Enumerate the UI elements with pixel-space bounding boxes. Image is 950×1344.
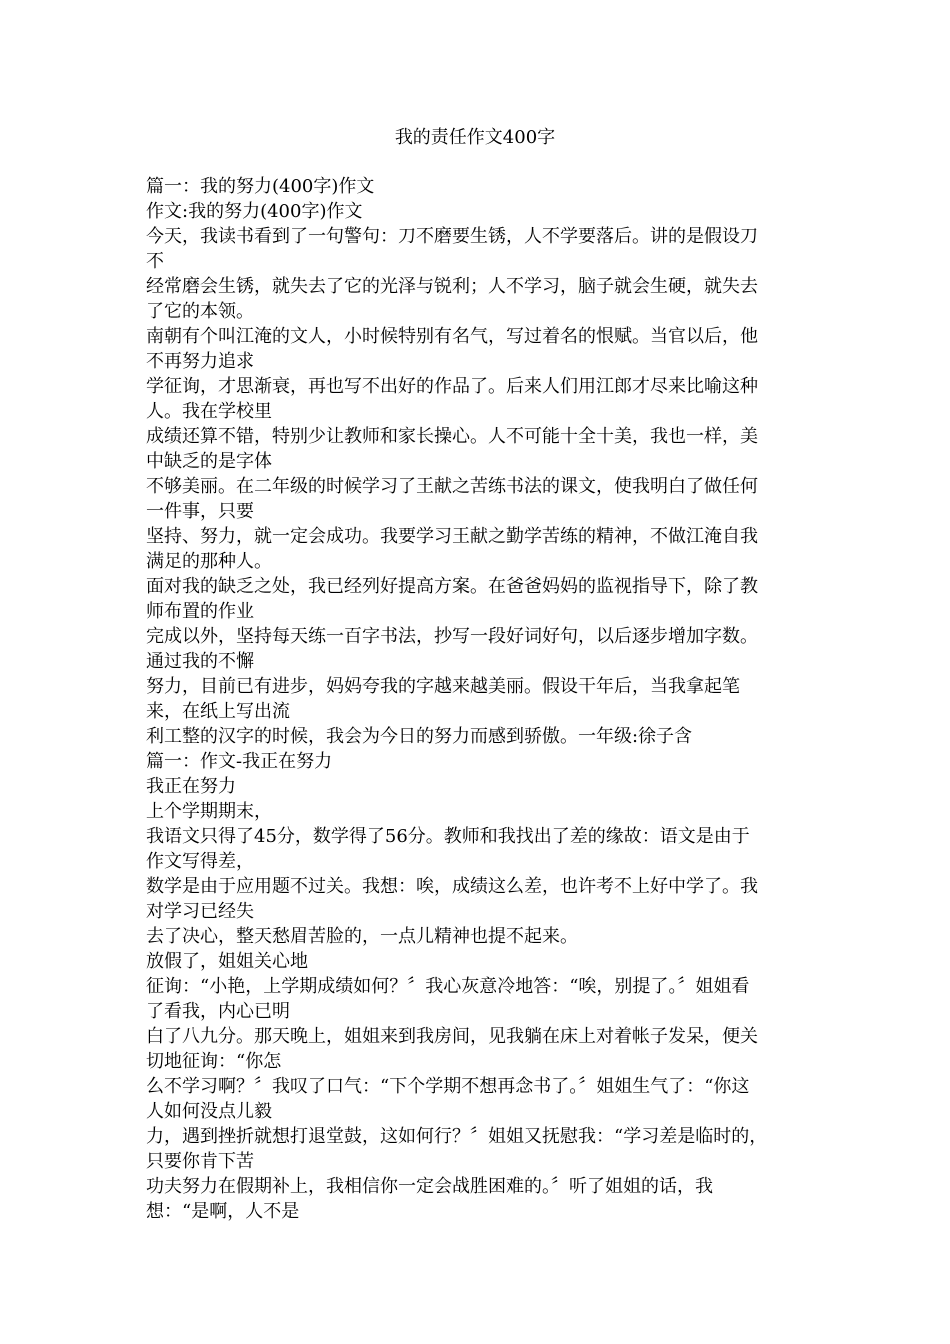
text-line: 不够美丽。在二年级的时候学习了王献之苦练书法的课文，使我明白了做任何 xyxy=(146,476,758,497)
text-line: 师布置的作业 xyxy=(146,601,254,622)
text-line: 人。我在学校里 xyxy=(146,401,272,422)
text-line: 满足的那种人。 xyxy=(146,551,272,572)
text-line: 作文:我的努力(400字)作文 xyxy=(146,201,363,222)
document-body xyxy=(146,174,806,1224)
text-line: 成绩还算不错，特别少让教师和家长操心。人不可能十全十美，我也一样，美 xyxy=(146,426,758,447)
text-line: 今天，我读书看到了一句警句：刀不磨要生锈，人不学要落后。讲的是假设刀 xyxy=(146,226,758,247)
text-line: 去了决心，整天愁眉苦脸的，一点儿精神也提不起来。 xyxy=(146,926,578,947)
text-line: 想：“是啊，人不是 xyxy=(146,1201,300,1222)
text-line: 放假了，姐姐关心地 xyxy=(146,951,308,972)
text-line: 么不学习啊？〞我叹了口气：“下个学期不想再念书了。〞姐姐生气了：“你这 xyxy=(146,1076,750,1097)
text-line: 白了八九分。那天晚上，姐姐来到我房间，见我躺在床上对着帐子发呆，便关 xyxy=(146,1026,758,1047)
document-title: 我的责任作文400字 xyxy=(394,127,556,148)
text-line: 坚持、努力，就一定会成功。我要学习王献之勤学苦练的精神，不做江淹自我 xyxy=(146,526,758,547)
text-line: 努力，目前已有进步，妈妈夸我的字越来越美丽。假设干年后，当我拿起笔 xyxy=(146,676,740,697)
text-line: 我语文只得了45分，数学得了56分。教师和我找出了差的缘故：语文是由于 xyxy=(146,826,750,847)
text-line: 来，在纸上写出流 xyxy=(146,701,290,722)
text-line: 不再努力追求 xyxy=(146,351,254,372)
text-line: 篇一：作文-我正在努力 xyxy=(146,751,333,772)
text-line: 一件事，只要 xyxy=(146,501,254,522)
text-line: 不 xyxy=(146,251,164,272)
text-line: 面对我的缺乏之处，我已经列好提高方案。在爸爸妈妈的监视指导下，除了教 xyxy=(146,576,758,597)
text-line: 经常磨会生锈，就失去了它的光泽与锐利；人不学习，脑子就会生硬，就失去 xyxy=(146,276,758,297)
text-line: 完成以外，坚持每天练一百字书法，抄写一段好词好句，以后逐步增加字数。 xyxy=(146,626,758,647)
text-line: 利工整的汉字的时候，我会为今日的努力而感到骄傲。一年级:徐子含 xyxy=(146,726,693,747)
text-line: 只要你肯下苦 xyxy=(146,1151,254,1172)
text-line: 数学是由于应用题不过关。我想：唉，成绩这么差，也许考不上好中学了。我 xyxy=(146,876,758,897)
text-line: 了看我，内心已明 xyxy=(146,1001,290,1022)
text-line: 功夫努力在假期补上，我相信你一定会战胜困难的。〞听了姐姐的话，我 xyxy=(146,1176,713,1197)
text-line: 作文写得差， xyxy=(146,851,254,872)
text-line: 人如何没点儿毅 xyxy=(146,1101,272,1122)
text-line: 对学习已经失 xyxy=(146,901,254,922)
text-line: 中缺乏的是字体 xyxy=(146,451,272,472)
text-line: 我正在努力 xyxy=(146,776,236,797)
text-line: 学征询，才思渐衰，再也写不出好的作品了。后来人们用江郎才尽来比喻这种 xyxy=(146,376,758,397)
text-line: 了它的本领。 xyxy=(146,301,254,322)
text-line: 南朝有个叫江淹的文人，小时候特别有名气，写过着名的恨赋。当官以后，他 xyxy=(146,326,758,347)
text-line: 切地征询：“你怎 xyxy=(146,1051,282,1072)
text-line: 上个学期期末， xyxy=(146,801,272,822)
text-line: 篇一：我的努力(400字)作文 xyxy=(146,176,375,197)
text-line: 征询：“小艳，上学期成绩如何？〞我心灰意冷地答：“唉，别提了。〞姐姐看 xyxy=(146,976,750,997)
text-line: 通过我的不懈 xyxy=(146,651,254,672)
text-line: 力，遇到挫折就想打退堂鼓，这如何行？〞姐姐又抚慰我：“学习差是临时的， xyxy=(146,1126,768,1147)
